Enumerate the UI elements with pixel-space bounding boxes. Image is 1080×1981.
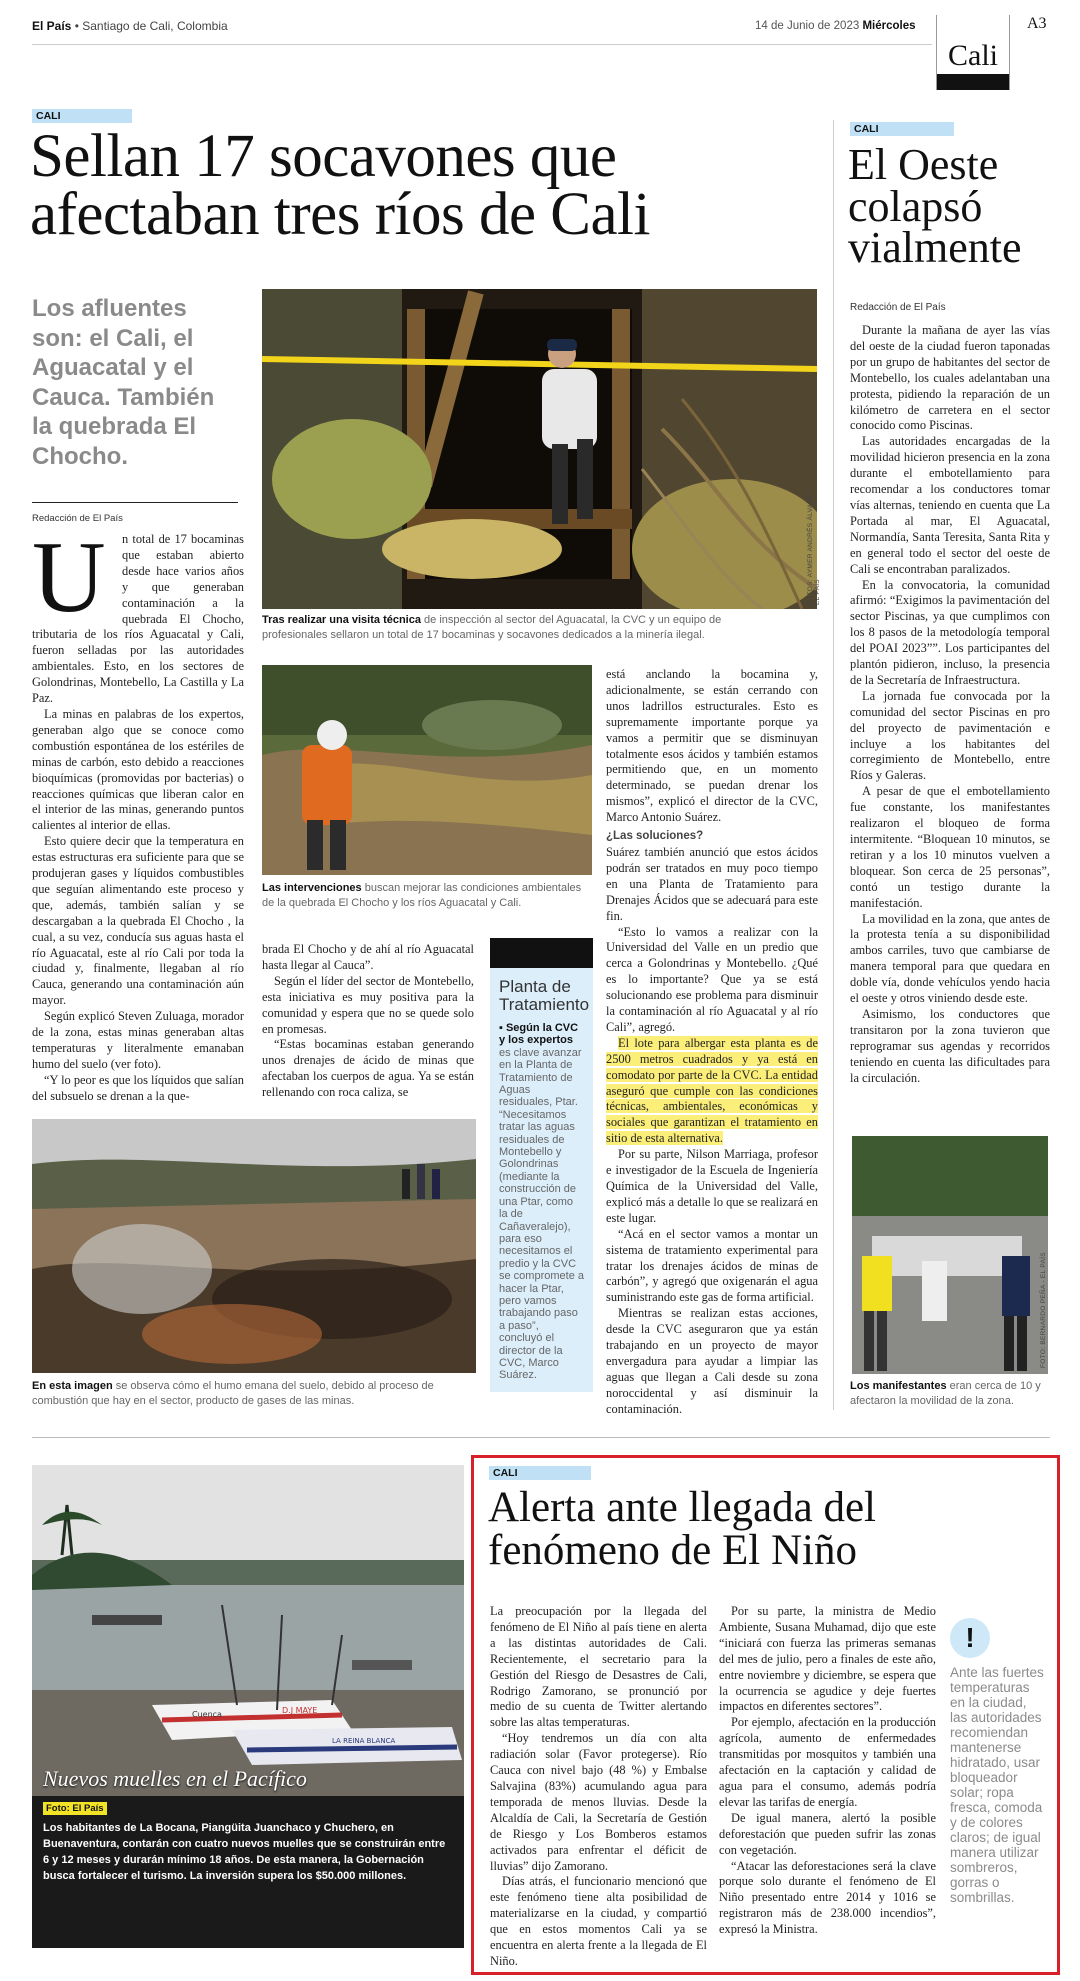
- main-dropcap: U: [32, 521, 106, 634]
- sidebar-bar: [490, 938, 593, 968]
- caption3-text: se observa cómo el humo emana del suelo, debido al proceso de combustión que hay en el sector, producto de gases de las minas.: [32, 1380, 434, 1407]
- section-bar: [937, 74, 1009, 90]
- deck-rule: [32, 502, 238, 503]
- pier-photo-art: [32, 1465, 464, 1796]
- col1-p2: La minas en palabras de los expertos, generaban algo que se conoce como combustión espontánea de los estériles de minas de carbón, esto debido a reacciones bioquímicas (promovidas por bacterias) o reacciones químicas que liberan calor en el interior de las minas, generando puntos calientes al interior de ellas.: [32, 706, 244, 833]
- protest-photo: [852, 1136, 1048, 1374]
- protest-photo-caption: [850, 1379, 1050, 1408]
- col1-p4: Según explicó Steven Zuluaga, morador de la zona, estas minas generaban altas temperaturas y literalmente emanaban humo del suelo (ver foto).: [32, 1009, 244, 1071]
- main-deck: Los afluentes son: el Cali, el Aguacatal y el Cauca. También la quebrada El Chocho.: [32, 295, 215, 470]
- pier-caption-box: [32, 1766, 464, 1948]
- main-col2: [262, 942, 474, 1101]
- right-p1: Durante la mañana de ayer las vías del oeste de la ciudad fueron taponadas por un grupo de habitantes del sector de Montebello, los cuales adelantaban una protesta, pidiendo la reparación de un kilómetro de carretera en el sector conocido como Piscinas.: [850, 323, 1050, 433]
- protest-caption-text: eran cerca de 10 y afectaron la movilidad de la zona.: [850, 1380, 1041, 1407]
- header-date-block: [755, 20, 916, 32]
- mine-photo-art: [262, 289, 817, 609]
- sidebar-box: [490, 938, 593, 1392]
- col2-p2: Según el líder del sector de Montebello, esta iniciativa es muy positiva para la comunidad y espera que no se quede solo en promesas.: [262, 973, 474, 1036]
- alert-icon: !: [950, 1618, 990, 1658]
- right-p2: Las autoridades encargadas de la movilidad hicieron presencia en la zona durante el embotellamiento para recomendar a los conductores tomar vías alternas, teniendo en cuenta que La Portada al mar, El Aguacatal, Normandía, Santa Teresita, Santa Rita y en general todo el sector del oeste de Cali se encontraban paralizados.: [850, 434, 1050, 576]
- nino-c1-p3: Días atrás, el funcionario mencionó que este fenómeno tiene alta posibilidad de materializarse en la ciudad, y compartió que en estos momentos Cali ya se encuentra en alerta frente a la llegada de El Niño.: [490, 1874, 707, 1968]
- main-headline: [30, 123, 830, 248]
- right-section-tag: CALI: [850, 122, 954, 136]
- mine-photo-credit: FOTOS: AYMER ANDRÉS ÁLVAREZ - EL PAÍS: [807, 485, 821, 605]
- sidebar-bold: Según la CVC y los expertos: [499, 1022, 579, 1047]
- pier-title: Nuevos muelles en el Pacífico: [43, 1766, 307, 1791]
- main-col1: [32, 521, 244, 1105]
- section-box: [936, 15, 1010, 90]
- boat-name-3: LA REINA BLANCA: [332, 1737, 396, 1745]
- worker-photo: [262, 665, 592, 875]
- header-date: 14 de Junio de 2023: [755, 20, 860, 32]
- right-headline: El Oeste colapsó vialmente: [848, 140, 1022, 272]
- column-divider: [833, 120, 834, 1410]
- caption2-text: buscan mejorar las condiciones ambientales de la quebrada El Chocho y los ríos Aguacatal y Cali.: [262, 882, 582, 909]
- caption2-bold: Las intervenciones: [262, 882, 362, 894]
- caption3-bold: En esta imagen: [32, 1380, 113, 1392]
- page-divider: [32, 1437, 1050, 1438]
- right-p6: La movilidad en la zona, que antes de la protesta tenía a su disponibilidad ambos carriles, tuvo que cambiarse de manera temporal para que quedara en doble vía, donde vehículos yendo hacia el oeste y otros viniendo desde este.: [850, 911, 1050, 1006]
- caption1-text: de inspección al sector del Aguacatal, la CVC y un equipo de profesionales sellaron un total de 17 bocaminas y socavones dedicados a la minería ilegal.: [262, 614, 722, 641]
- col3-p3: “Esto lo vamos a realizar con la Universidad del Valle en un predio que cerca a Golondrinas y Montebello. ¿Qué es lo importante? Que ya se está solucionando ese problema para disminuir la contaminación al río Aguacatal y al río Cali”, agregó.: [606, 924, 818, 1034]
- col1-p5: “Y lo peor es que los líquidos que salían del subsuelo se drenan a la que-: [32, 1072, 244, 1103]
- nino-c2-p2: Por ejemplo, afectación en la producción agrícola, aumento de enfermedades transmitidas por mosquitos y también una afectación en la captación y calidad de agua para el consumo, además podría elevar las tarifas de energía.: [719, 1715, 936, 1809]
- section-label: Cali: [948, 39, 998, 72]
- nino-col2: [719, 1604, 936, 1938]
- col2-p3: “Estas bocaminas estaban generando unos drenajes de ácido de minas que afectaban los cuerpos de agua. Ya se están rellenando con roca caliza, se: [262, 1037, 474, 1100]
- main-section-tag: CALI: [32, 109, 132, 123]
- header-location: Santiago de Cali, Colombia: [82, 19, 228, 33]
- col1-lead: n total de 17 bocaminas que estaban abierto desde hace varios años y que generaban contaminación a la quebrada El Chocho, tributaria de los ríos Aguacatal y Cali, fueron selladas por las autoridades ambientales. Esto, en los sectores de Golondrinas, Montebello, La Castilla y La Paz.: [32, 532, 244, 706]
- sidebar-title: Planta de Tratamiento: [499, 977, 590, 1014]
- header-weekday: Miércoles: [862, 20, 916, 32]
- right-byline: Redacción de El País: [850, 302, 946, 313]
- col3-p2: Suárez también anunció que estos ácidos podrán ser tratados en muy poco tiempo en una Planta de Tratamiento para Drenajes Ácidos que se adecuará para este fin.: [606, 844, 818, 923]
- pier-credit: Foto: El País: [43, 1802, 107, 1815]
- main-headline-line1: Sellan 17 socavones que: [30, 123, 617, 190]
- smoke-photo-art: [32, 1119, 476, 1373]
- page-number: A3: [1027, 15, 1047, 32]
- mine-photo-caption: [262, 613, 787, 642]
- paper-name: El País: [32, 19, 72, 33]
- col3-p4: Por su parte, Nilson Marriaga, profesor e investigador de la Escuela de Ingeniería Química de la Universidad del Valle, explicó más a detalle lo que se realizará en este lugar.: [606, 1147, 818, 1225]
- sidebar-body: [490, 1014, 593, 1382]
- nino-c2-p1: Por su parte, la ministra de Medio Ambiente, Susana Muhamad, dijo que este “iniciará con fuerza las primeras semanas del mes de julio, pero a finales de este año, entre noviembre y diciembre, se espera que la ocurrencia se agudice y deje fuertes impactos en diferentes sectores”.: [719, 1604, 936, 1714]
- nino-headline-line1: Alerta ante llegada del: [488, 1484, 876, 1531]
- nino-c2-p3: De igual manera, alertó la posible deforestación que pueden sufrir las zonas con vegetación.: [719, 1810, 936, 1857]
- sidebar-bullet: ▪: [499, 1022, 506, 1034]
- smoke-photo-caption: [32, 1379, 452, 1408]
- main-headline-line2: afectaban tres ríos de Cali: [30, 181, 650, 248]
- main-byline: Redacción de El País: [32, 513, 123, 524]
- right-p4: La jornada fue convocada por la comunidad del sector Piscinas en pro del proyecto de pavimentación e incluye a los habitantes del corregimiento de Montebello, entre Ríos y Galeras.: [850, 688, 1050, 783]
- header-rule: [32, 44, 932, 45]
- boat-name-1: Cuenca: [192, 1710, 222, 1719]
- mine-photo: [262, 289, 817, 609]
- nino-col1: [490, 1604, 707, 1970]
- right-p3: En la convocatoria, la comunidad afirmó: “Exigimos la pavimentación del sector Piscinas, ya que cumplimos con los 8 pasos de la metodología temporal del POAI 2023””. Los participantes del plantón pidieron, incluso, la presencia de la Secretaría de Infraestructura.: [850, 577, 1050, 687]
- nino-headline: [488, 1486, 1038, 1572]
- right-p7: Asimismo, los conductores que transitaron por la zona tuvieron que reprogramar sus agendas y recorridos teniendo en cuenta las dificultades para la circulación.: [850, 1006, 1050, 1085]
- col3-highlight: El lote para albergar esta planta es de 2500 metros cuadrados y ya está en comodato por parte de la CVC. La entidad aseguró que cumple con las condiciones técnicas, ambientales, económicas y sociales que garantizan el tratamiento en sitio de esta alternativa.: [606, 1035, 818, 1146]
- nino-headline-line2: fenómeno de El Niño: [488, 1527, 857, 1574]
- protest-caption-bold: Los manifestantes: [850, 1380, 947, 1392]
- col3-subhead: ¿Las soluciones?: [606, 830, 704, 843]
- boat-name-2: D.J MAYE: [282, 1706, 318, 1715]
- header-left: El País • Santiago de Cali, Colombia: [32, 19, 228, 33]
- main-col3: [606, 667, 818, 1418]
- col3-p5: “Acá en el sector vamos a montar un sistema de tratamiento experimental para tratar los drenajes ácidos de minas de carbón”, y agregó que oxigenarán el agua suministrando este gas de forma artificial.: [606, 1226, 818, 1305]
- protest-photo-art: [852, 1136, 1048, 1374]
- right-body: [850, 323, 1050, 1087]
- col2-p1: brada El Chocho y de ahí al río Aguacatal hasta llegar al Cauca”.: [262, 942, 474, 972]
- nino-c2-p4: “Atacar las deforestaciones será la clave porque solo durante el fenómeno de El Niño presentado entre 2014 y 1016 se registraron más de 238.000 incendios”, expresó la Ministra.: [719, 1858, 936, 1937]
- caption1-bold: Tras realizar una visita técnica: [262, 614, 421, 626]
- smoke-photo: [32, 1119, 476, 1373]
- worker-photo-caption: [262, 881, 582, 910]
- worker-photo-art: [262, 665, 592, 875]
- nino-section-tag: CALI: [489, 1466, 591, 1480]
- nino-c1-p1: La preocupación por la llegada del fenómeno de El Niño al país tiene en alerta a las distintas autoridades de Cali. Recientemente, el secretario para la Gestión del Riesgo de Desastres de Cali, Rodrigo Zamorano, se pronunció por medio de su cuenta de Twitter alertando sobre las altas temperaturas.: [490, 1604, 707, 1730]
- col3-p6: Mientras se realizan estas acciones, desde la CVC aseguraron que ya están trabajando en un proyecto de mayor envergadura para ayudar a limpiar las aguas que llegan a Cali desde su zona noroccidental y así disminuir la contaminación.: [606, 1306, 818, 1416]
- pier-text: Los habitantes de La Bocana, Piangüita Juanchaco y Chuchero, en Buenaventura, contarán con cuatro nuevos muelles que se construirán entre 6 y 12 meses y durarán mínimo 18 años. De esta manera, la Gobernación busca fortalecer el turismo. La inversión supera los $50.000 millones.: [43, 1822, 446, 1882]
- protest-photo-credit: FOTO: BERNARDO PEÑA - EL PAÍS: [1040, 1252, 1047, 1368]
- nino-tip: Ante las fuertes temperaturas en la ciudad, las autoridades recomiendan mantenerse hidratado, usar bloqueador solar; ropa fresca, comoda y de colores claros; de igual manera utilizar sombreros, gorras o sombrillas.: [950, 1665, 1044, 1905]
- col3-p1: está anclando la bocamina y, adicionalmente, se están cerrando con unos ladrillos estructurales. Esto es supremamente importante porque ya vamos a permitir que se disminuyan totalmente esos ácidos y también estamos permitiendo que, en un momento determinado, se puedan drenar los mismos”, explicó el director de la CVC, Marco Antonio Suárez.: [606, 667, 818, 825]
- nino-c1-p2: “Hoy tendremos un día con alta radiación solar (Favor protegerse). Río Cauca con nivel bajo (48 %) y Embalse Salvajina (83%) acumulando agua para temporada de menos lluvias. Desde la Alcaldía de Cali, la Secretaría de Gestión de Riesgo y Los Bomberos estamos activados para enfrentar el déficit de lluvias” dijo Zamorano.: [490, 1731, 707, 1873]
- pier-photo: [32, 1465, 464, 1796]
- col1-p3: Esto quiere decir que la temperatura en estas estructuras era suficiente para que se produjeran gases y líquidos combustibles que seguían alimentando este proceso y que, además, también salían y se descargaban a la quebrada El Chocho , la cual, a su vez, conducía sus aguas hasta el río Aguacatal, este al río Cali por toda la ciudad y, finalmente, llegaban al río Cauca, generando una contaminación aún mayor.: [32, 834, 244, 1008]
- right-p5: A pesar de que el embotellamiento fue constante, los manifestantes realizaron el bloqueo de forma intermitente. “Bloquean 10 minutos, se retiran y a los 10 minutos vuelven a bloquear. Son cerca de 25 personas”, contó un testigo durante la manifestación.: [850, 784, 1050, 910]
- sidebar-text: es clave avanzar en la Planta de Tratamiento de Aguas residuales, Ptar. “Necesitamos tratar las aguas residuales de Montebello y Golondrinas (mediante la construcción de una Ptar, como la de Cañaveralejo), para eso necesitamos el predio y la CVC se compromete a hacer la Ptar, pero vamos trabajando paso a paso”, concluyó el director de la CVC, Marco Suárez.: [499, 1046, 584, 1382]
- dropcap-spacer: [32, 521, 122, 634]
